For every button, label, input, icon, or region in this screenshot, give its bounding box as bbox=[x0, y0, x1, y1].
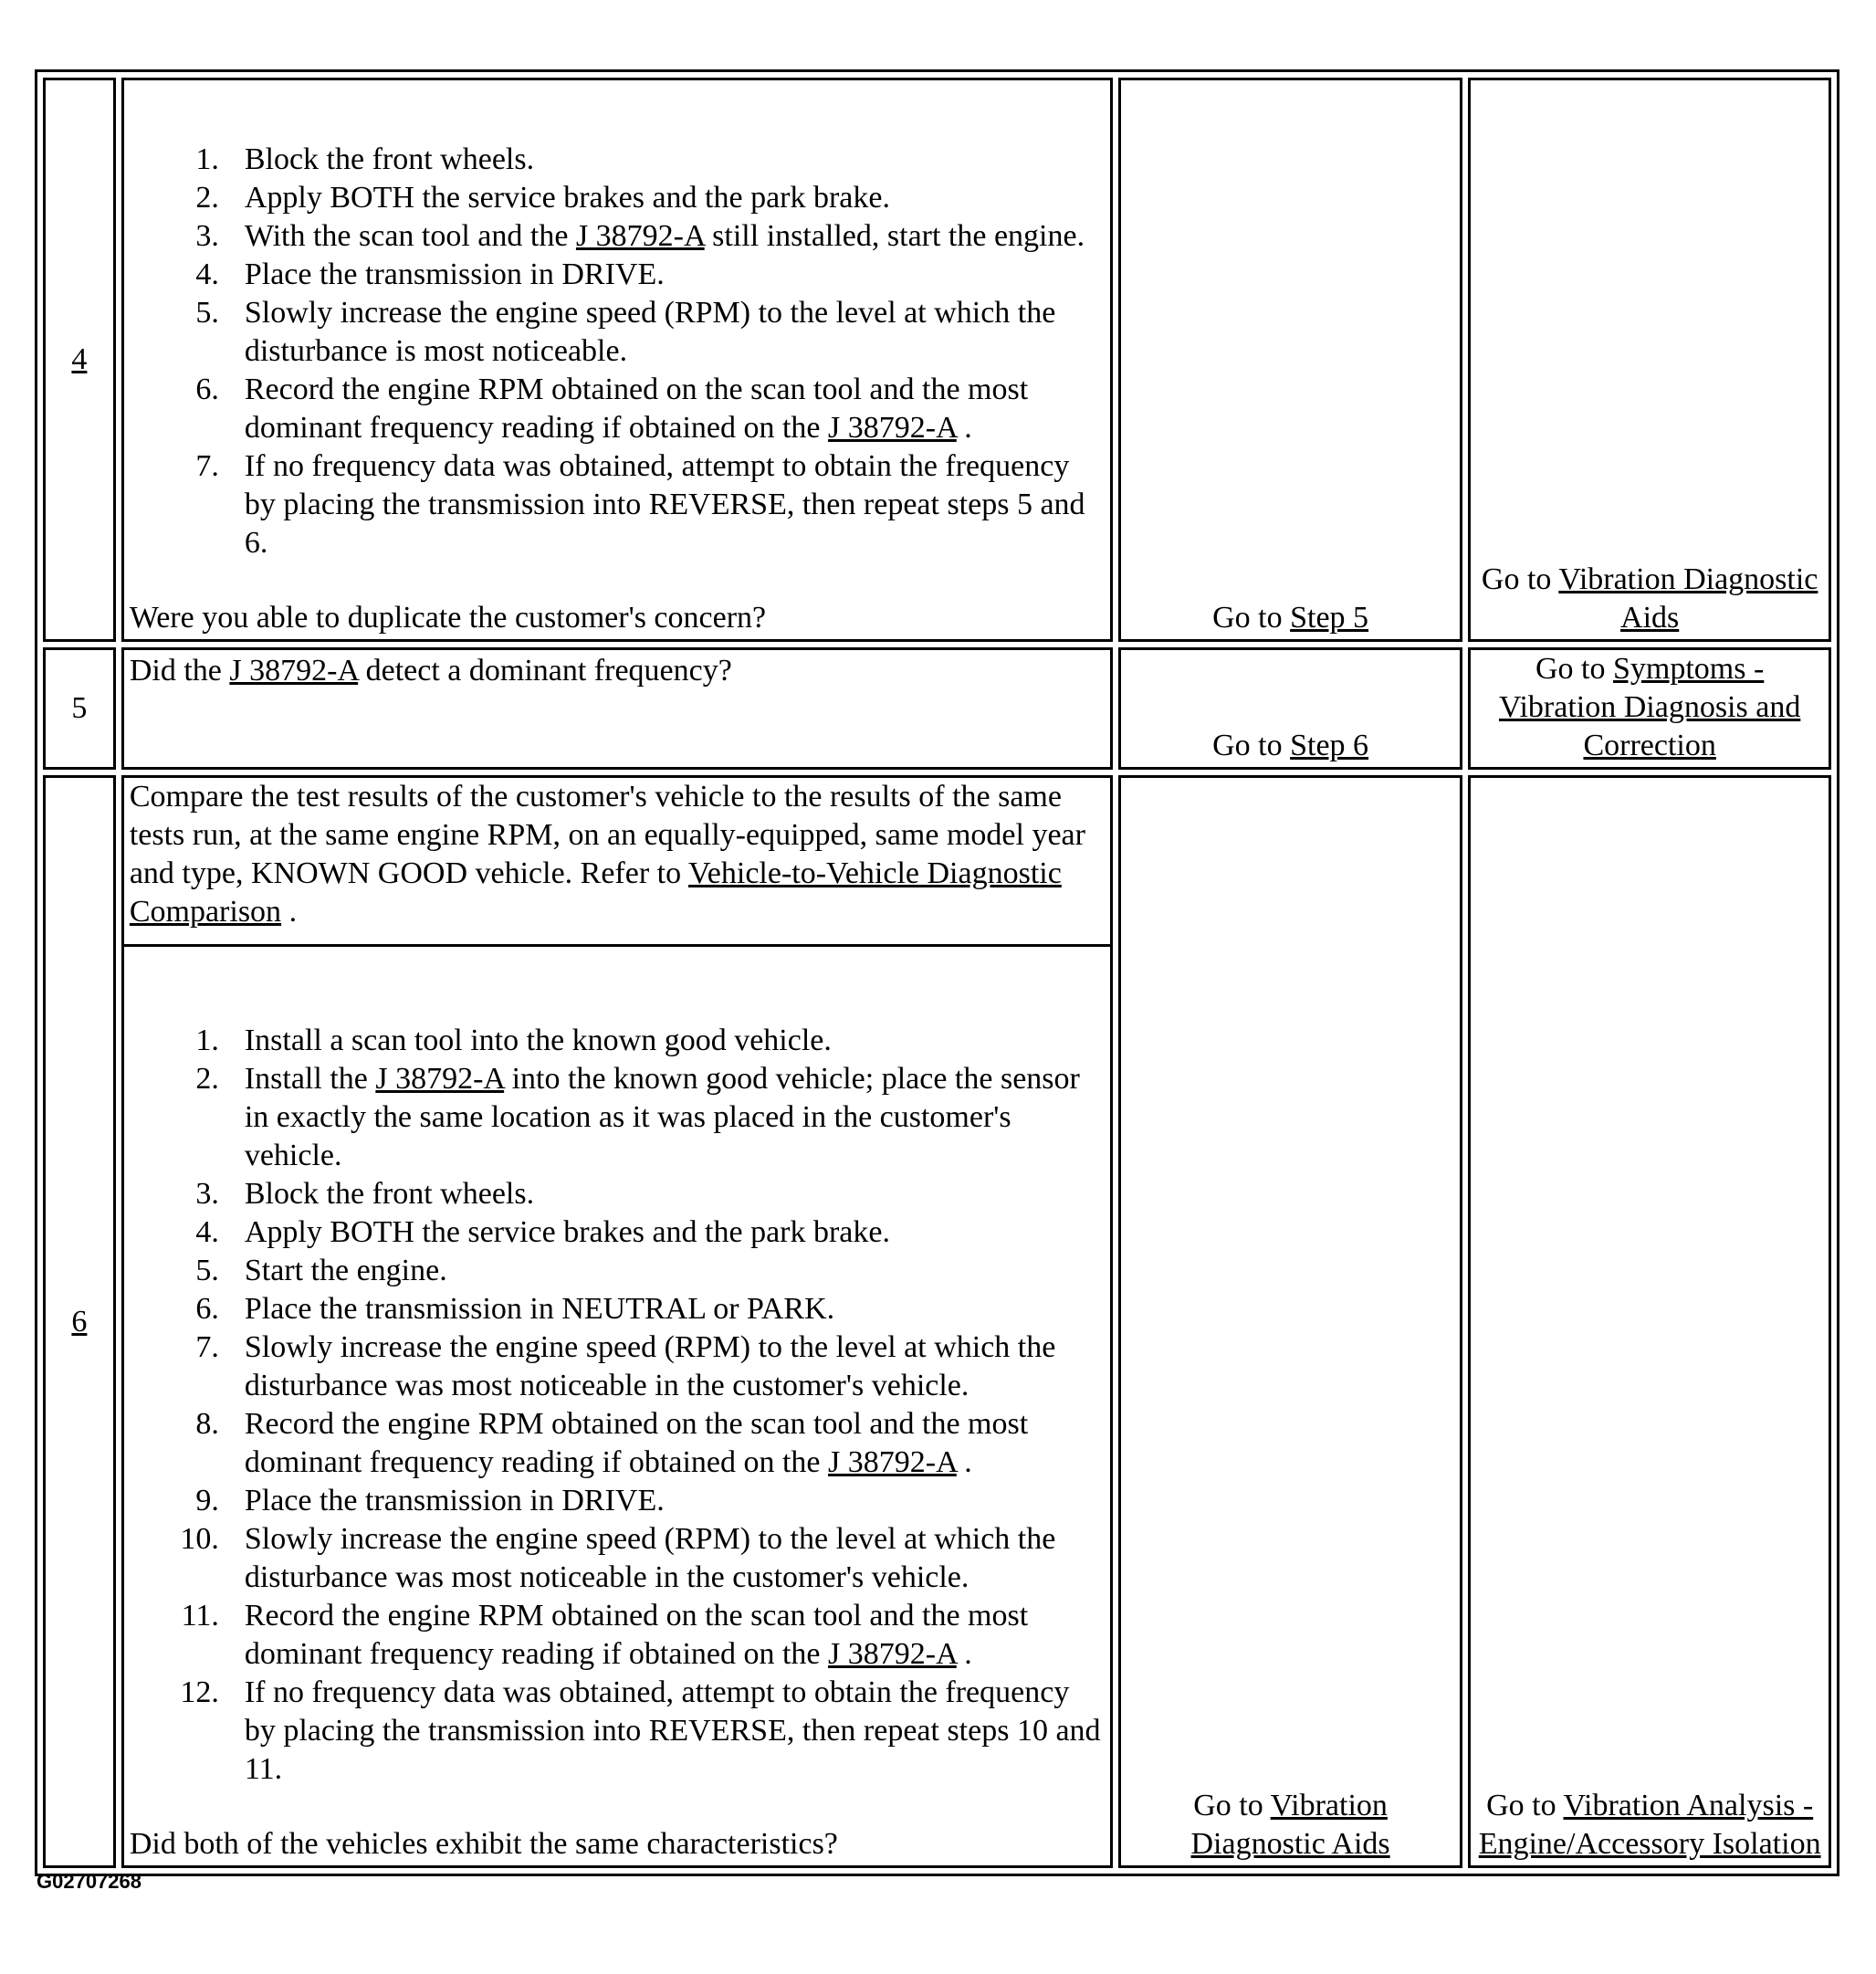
question-text: Were you able to duplicate the customer's concern? bbox=[129, 601, 767, 635]
list-item-text bbox=[245, 294, 1105, 371]
go-to-text: Go to bbox=[1535, 652, 1613, 686]
text-run: With the scan tool and the bbox=[244, 219, 576, 253]
text-run: Slowly increase the engine speed (RPM) to the level at which the disturbance was most noticeable in the customer's vehicle. bbox=[244, 1522, 1056, 1594]
yes-cell bbox=[1118, 647, 1462, 770]
list-item bbox=[130, 1328, 1105, 1405]
text-run: Slowly increase the engine speed (RPM) to the level at which the disturbance was most noticeable in the customer's vehicle. bbox=[244, 1330, 1056, 1402]
no-cell bbox=[1468, 647, 1831, 770]
go-to-text: Go to bbox=[1481, 562, 1559, 596]
step-cell bbox=[43, 647, 116, 770]
list-item-number: 12. bbox=[180, 1675, 219, 1709]
list-item bbox=[130, 1597, 1105, 1674]
text-run: Place the transmission in DRIVE. bbox=[244, 257, 665, 291]
text-run: Block the front wheels. bbox=[244, 142, 535, 176]
list-item-text bbox=[245, 179, 1105, 217]
text-run: still installed, start the engine. bbox=[704, 219, 1085, 253]
list-item bbox=[130, 141, 1105, 179]
list-item-number: 1. bbox=[195, 1024, 219, 1057]
list-item-number: 4. bbox=[195, 1215, 219, 1249]
list-item-number: 5. bbox=[195, 296, 219, 330]
table-row bbox=[43, 647, 1831, 770]
list-item-text bbox=[245, 1674, 1105, 1789]
list-item-text bbox=[245, 1022, 1105, 1060]
list-item bbox=[130, 217, 1105, 256]
yes-cell bbox=[1118, 775, 1462, 1868]
tool-link[interactable]: J 38792-A bbox=[828, 411, 957, 445]
no-cell bbox=[1468, 78, 1831, 642]
figure-caption: G02707268 bbox=[37, 1870, 141, 1893]
text-run: Apply BOTH the service brakes and the park brake. bbox=[244, 181, 890, 215]
divider bbox=[124, 944, 1110, 985]
yes-link[interactable]: Step 6 bbox=[1290, 729, 1369, 762]
list-item-number: 10. bbox=[180, 1522, 219, 1556]
list-item-number: 2. bbox=[195, 1062, 219, 1096]
action-cell bbox=[121, 775, 1113, 1868]
step-cell bbox=[43, 78, 116, 642]
step-link[interactable]: 6 bbox=[71, 1304, 88, 1339]
text-run: . bbox=[956, 411, 972, 445]
text-run: Did the bbox=[129, 654, 230, 688]
list-item-number: 9. bbox=[195, 1484, 219, 1517]
list-item-text bbox=[245, 1328, 1105, 1405]
text-run: . bbox=[956, 1445, 972, 1479]
table-row bbox=[43, 78, 1831, 642]
no-cell bbox=[1468, 775, 1831, 1868]
text-run: Place the transmission in DRIVE. bbox=[244, 1484, 665, 1517]
text-run: Place the transmission in NEUTRAL or PARK. bbox=[244, 1292, 835, 1326]
list-item bbox=[130, 1022, 1105, 1060]
list-item-text bbox=[245, 1175, 1105, 1213]
list-item-text bbox=[245, 1520, 1105, 1597]
list-item-number: 2. bbox=[195, 181, 219, 215]
list-item-number: 5. bbox=[195, 1254, 219, 1287]
text-run: Record the engine RPM obtained on the scan tool and the most dominant frequency reading if obtained on the bbox=[244, 373, 1029, 445]
go-to-text: Go to bbox=[1212, 601, 1291, 635]
step-cell bbox=[43, 775, 116, 1868]
list-item-number: 6. bbox=[195, 373, 219, 406]
tool-link[interactable]: Vehicle-to-Vehicle Diagnostic Comparison bbox=[129, 856, 1062, 929]
action-cell bbox=[121, 78, 1113, 642]
list-item-text bbox=[245, 141, 1105, 179]
text-run: Block the front wheels. bbox=[244, 1177, 535, 1211]
list-item bbox=[130, 1290, 1105, 1328]
yes-link[interactable]: Step 5 bbox=[1290, 601, 1369, 635]
action-cell bbox=[121, 647, 1113, 770]
no-link[interactable]: Vibration Diagnostic Aids bbox=[1558, 562, 1818, 635]
list-item-number: 6. bbox=[195, 1292, 219, 1326]
list-item-text bbox=[245, 1405, 1105, 1482]
text-run: Apply BOTH the service brakes and the park brake. bbox=[244, 1215, 890, 1249]
list-item bbox=[130, 1213, 1105, 1252]
list-item-text bbox=[245, 1597, 1105, 1674]
list-item bbox=[130, 179, 1105, 217]
go-to-text: Go to bbox=[1486, 1789, 1564, 1822]
step-number: 5 bbox=[71, 691, 88, 725]
list-item-number: 3. bbox=[195, 219, 219, 253]
text-run: If no frequency data was obtained, attempt to obtain the frequency by placing the transmission into REVERSE, then repeat steps 10 and 11. bbox=[244, 1675, 1101, 1786]
question-text bbox=[130, 652, 1105, 690]
diagnostic-table bbox=[35, 69, 1839, 1876]
list-item bbox=[130, 1175, 1105, 1213]
list-item bbox=[130, 1060, 1105, 1175]
no-link[interactable]: Symptoms - Vibration Diagnosis and Correction bbox=[1498, 652, 1801, 762]
text-run: Start the engine. bbox=[244, 1254, 447, 1287]
go-to-text: Go to bbox=[1212, 729, 1291, 762]
text-run: If no frequency data was obtained, attempt to obtain the frequency by placing the transmission into REVERSE, then repeat steps 5 and 6. bbox=[244, 449, 1085, 560]
list-item-number: 7. bbox=[195, 1330, 219, 1364]
list-item bbox=[130, 1405, 1105, 1482]
text-run: into the known good vehicle; place the sensor in exactly the same location as it was placed in the customer's vehicle. bbox=[244, 1062, 1080, 1172]
list-item-number: 1. bbox=[195, 142, 219, 176]
question-text: Did both of the vehicles exhibit the same characteristics? bbox=[129, 1827, 838, 1861]
text-run: Record the engine RPM obtained on the scan tool and the most dominant frequency reading if obtained on the bbox=[244, 1407, 1029, 1479]
tool-link[interactable]: J 38792-A bbox=[828, 1637, 957, 1671]
list-item bbox=[130, 371, 1105, 447]
list-item-number: 7. bbox=[195, 449, 219, 483]
list-item-text bbox=[245, 447, 1105, 562]
list-item bbox=[130, 1674, 1105, 1789]
text-run: Install the bbox=[244, 1062, 376, 1096]
list-item bbox=[130, 1482, 1105, 1520]
list-item-text bbox=[245, 217, 1105, 256]
list-item-text bbox=[245, 1482, 1105, 1520]
yes-link[interactable]: Vibration Diagnostic Aids bbox=[1190, 1789, 1390, 1861]
list-item-number: 8. bbox=[195, 1407, 219, 1441]
table-row bbox=[43, 775, 1831, 1868]
list-item bbox=[130, 256, 1105, 294]
list-item-text bbox=[245, 371, 1105, 447]
list-item bbox=[130, 447, 1105, 562]
text-run: . bbox=[956, 1637, 972, 1671]
list-item-text bbox=[245, 256, 1105, 294]
procedure-list bbox=[130, 1022, 1105, 1789]
tool-link[interactable]: J 38792-A bbox=[229, 654, 359, 688]
tool-link[interactable]: J 38792-A bbox=[828, 1445, 957, 1479]
list-item-number: 11. bbox=[181, 1599, 219, 1633]
tool-link[interactable]: J 38792-A bbox=[575, 219, 705, 253]
go-to-text: Go to bbox=[1193, 1789, 1271, 1822]
list-item bbox=[130, 1520, 1105, 1597]
tool-link[interactable]: J 38792-A bbox=[375, 1062, 505, 1096]
list-item-text bbox=[245, 1252, 1105, 1290]
text-run: Slowly increase the engine speed (RPM) to the level at which the disturbance is most noticeable. bbox=[244, 296, 1056, 368]
intro-text bbox=[130, 778, 1105, 931]
list-item-text bbox=[245, 1290, 1105, 1328]
text-run: Install a scan tool into the known good vehicle. bbox=[244, 1024, 832, 1057]
text-run: Record the engine RPM obtained on the scan tool and the most dominant frequency reading if obtained on the bbox=[244, 1599, 1029, 1671]
list-item-number: 3. bbox=[195, 1177, 219, 1211]
text-run: Compare the test results of the customer's vehicle to the results of the same tests run, at the same engine RPM, on an equally-equipped, same model year and type, KNOWN GOOD vehicle. Refer to bbox=[129, 780, 1085, 890]
list-item-number: 4. bbox=[195, 257, 219, 291]
text-run: . bbox=[281, 895, 298, 929]
list-item-text bbox=[245, 1213, 1105, 1252]
list-item bbox=[130, 1252, 1105, 1290]
no-link[interactable]: Vibration Analysis - Engine/Accessory Isolation bbox=[1478, 1789, 1821, 1861]
list-item-text bbox=[245, 1060, 1105, 1175]
procedure-list bbox=[130, 141, 1105, 562]
text-run: detect a dominant frequency? bbox=[358, 654, 732, 688]
yes-cell bbox=[1118, 78, 1462, 642]
step-link[interactable]: 4 bbox=[71, 342, 88, 376]
list-item bbox=[130, 294, 1105, 371]
